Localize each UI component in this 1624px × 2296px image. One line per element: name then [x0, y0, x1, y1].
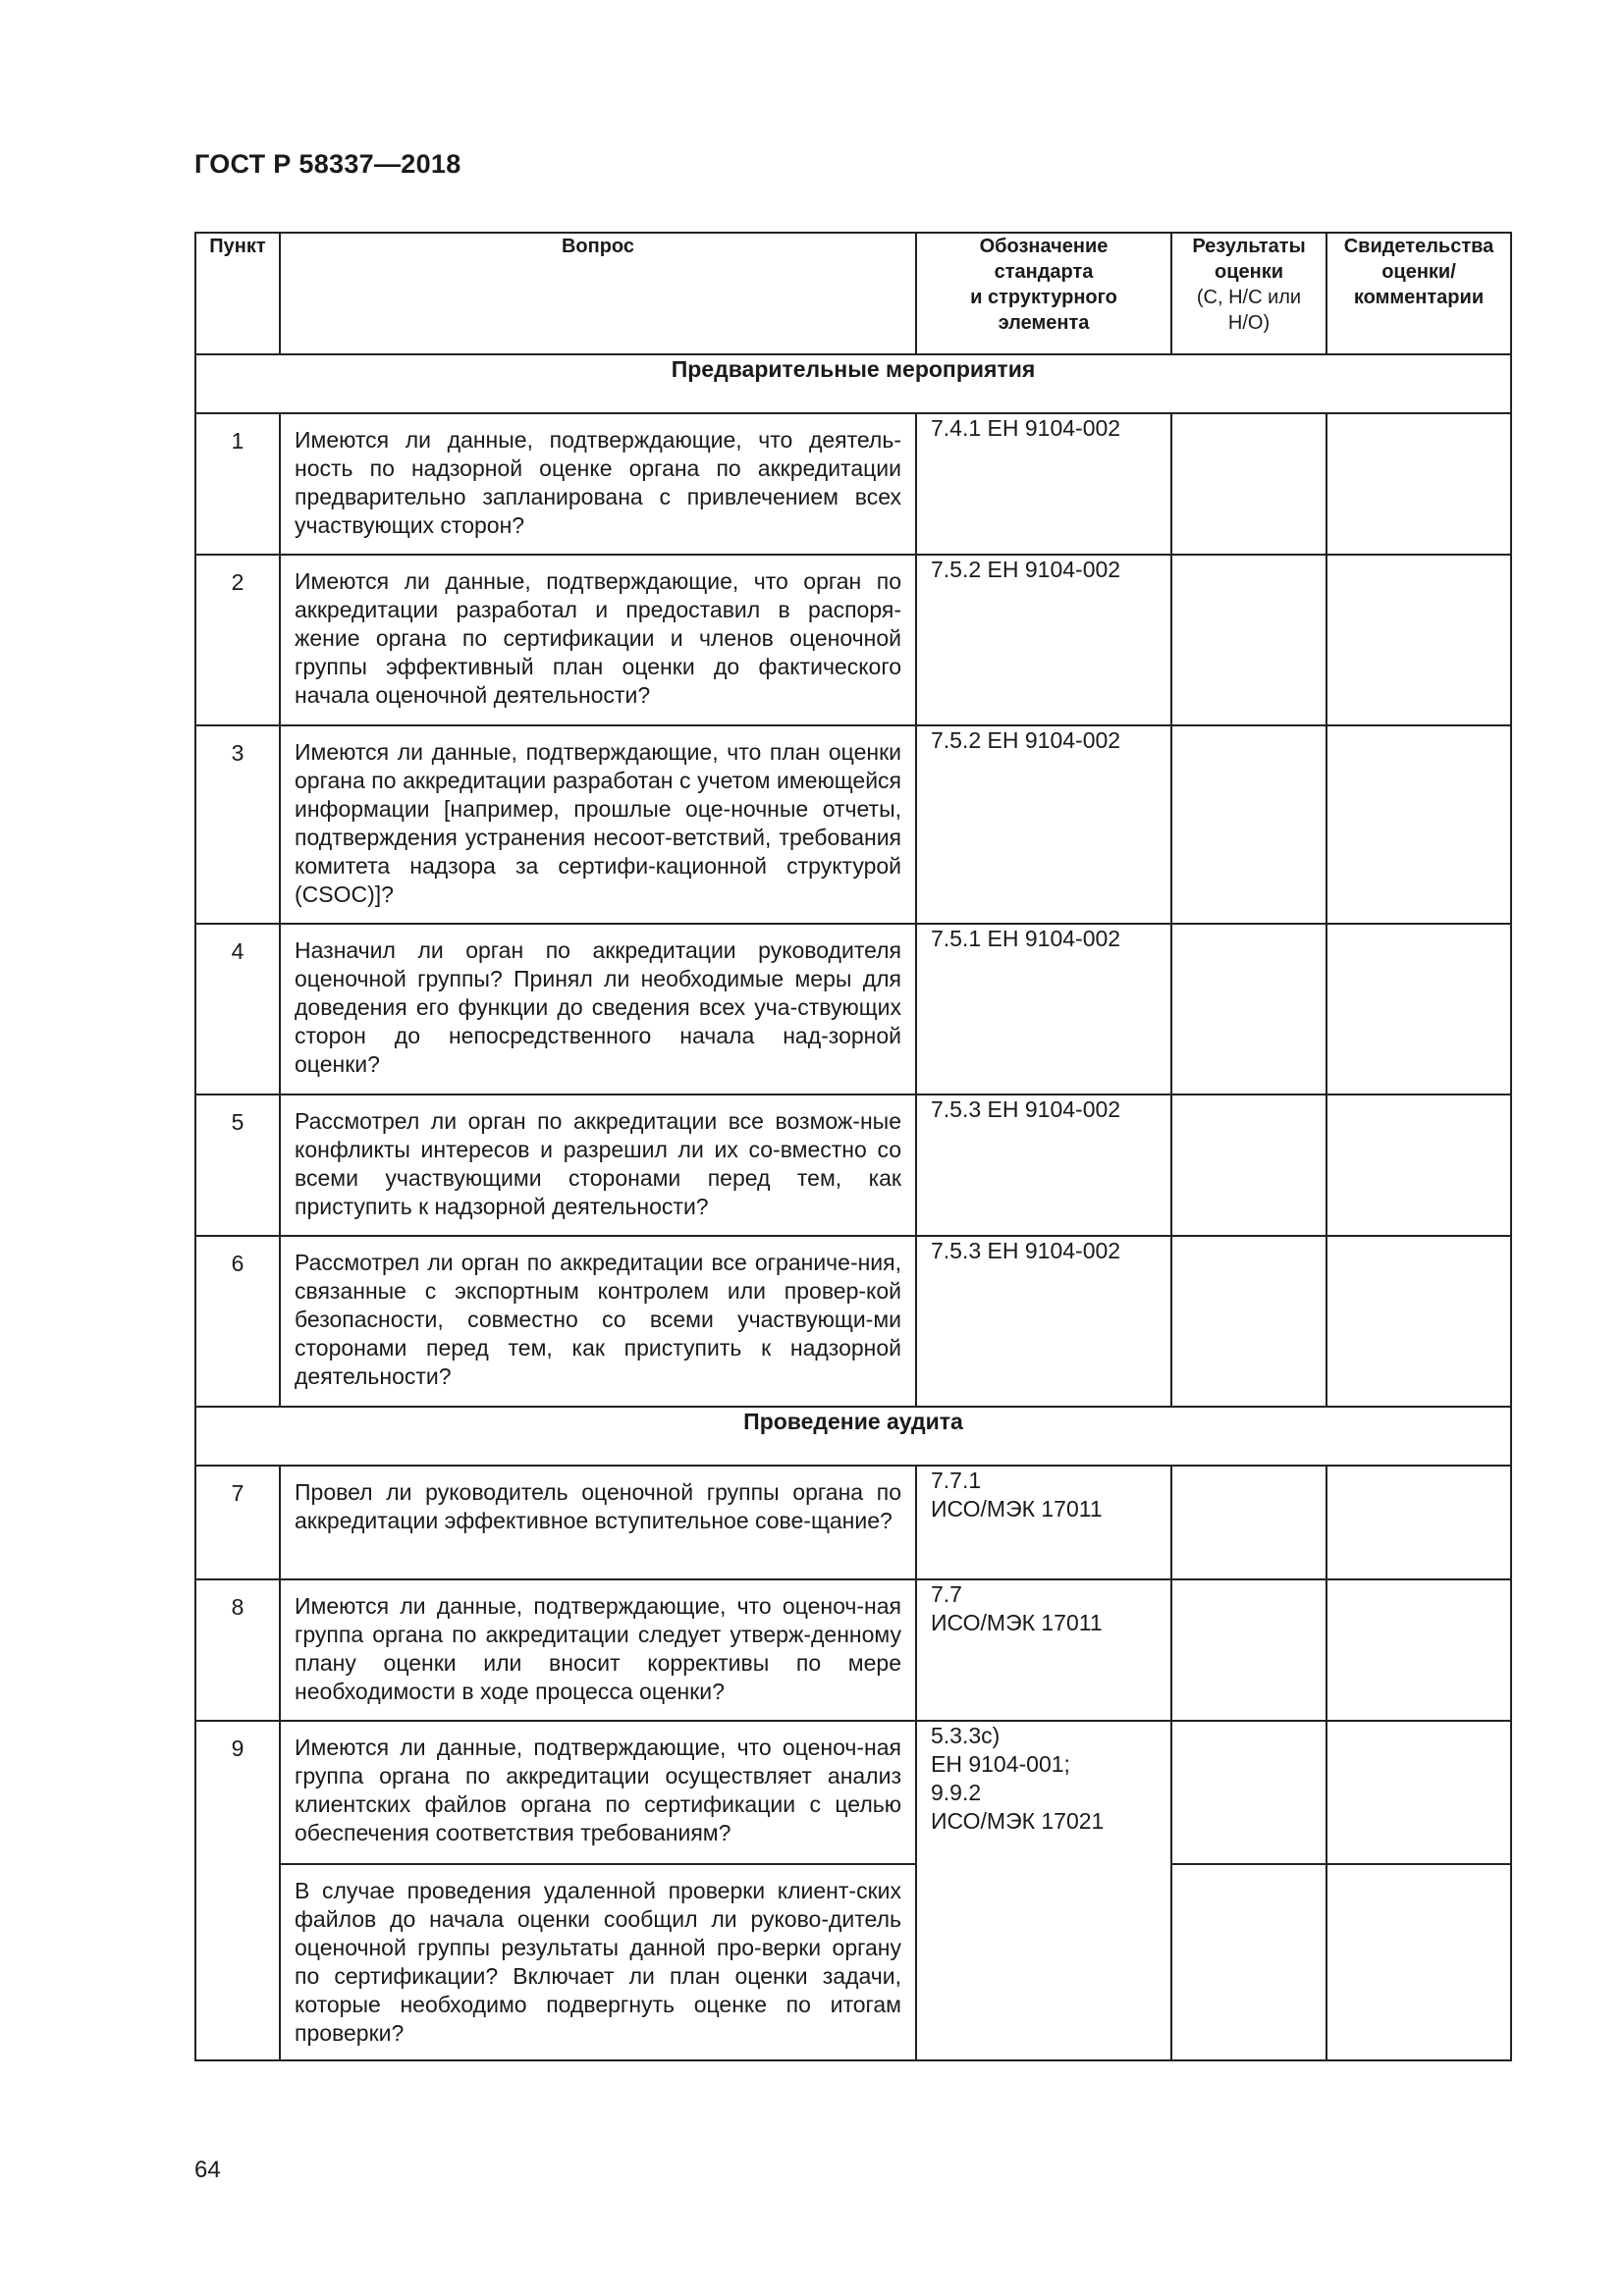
column-header-standard-line: Обозначение: [979, 236, 1109, 257]
results-cell: [1171, 1864, 1326, 2060]
document-header: ГОСТ Р 58337—2018: [194, 149, 461, 179]
standard-line: 5.3.3с): [931, 1723, 1001, 1748]
results-cell: [1171, 413, 1326, 555]
evidence-cell: [1326, 1721, 1511, 1864]
item-number: 1: [195, 413, 280, 555]
evidence-cell: [1326, 413, 1511, 555]
column-header-evidence: [1326, 233, 1511, 354]
evidence-cell: [1326, 1466, 1511, 1579]
table-row: [195, 1864, 1511, 2060]
column-header-results-line: Н/О): [1227, 312, 1271, 334]
section-row: [195, 354, 1511, 413]
standard-cell: 7.5.3 ЕН 9104-002: [916, 1236, 1171, 1407]
column-header-evidence-line: комментарии: [1353, 287, 1485, 308]
question-cell: Назначил ли орган по аккредитации руководителя оценочной группы? Принял ли необходимые меры для доведения его функции до сведения всех уча-ствующих сторон до непосредственного начала над-зорной оценки?: [280, 924, 916, 1095]
standard-line: 7.7.1: [931, 1468, 982, 1493]
standard-line: ЕН 9104-001;: [931, 1751, 1070, 1777]
standard-line: ИСО/МЭК 17021: [931, 1808, 1105, 1834]
standard-line: ИСО/МЭК 17011: [931, 1610, 1103, 1635]
table-row: [195, 1466, 1511, 1579]
standard-cell: 7.5.2 ЕН 9104-002: [916, 725, 1171, 924]
results-cell: [1171, 725, 1326, 924]
question-cell: Имеются ли данные, подтверждающие, что оценоч-ная группа органа по аккредитации следует утверж-денному плану оценки или вносит коррективы по мере необходимости в ходе процесса оценки?: [280, 1579, 916, 1721]
table-row: [195, 413, 1511, 555]
evidence-cell: [1326, 1095, 1511, 1236]
item-number: 5: [195, 1095, 280, 1236]
standard-cell: [916, 1466, 1171, 1579]
results-cell: [1171, 924, 1326, 1095]
table-header-row: [195, 233, 1511, 354]
results-cell: [1171, 1466, 1326, 1579]
evidence-cell: [1326, 555, 1511, 725]
results-cell: [1171, 1579, 1326, 1721]
table-row: [195, 924, 1511, 1095]
table-row: [195, 725, 1511, 924]
item-number: 6: [195, 1236, 280, 1407]
column-header-standard-line: элемента: [998, 312, 1090, 334]
item-number: 9: [195, 1721, 280, 2060]
standard-cell: [916, 1721, 1171, 2060]
standard-line: 9.9.2: [931, 1780, 982, 1805]
column-header-results: [1171, 233, 1326, 354]
results-cell: [1171, 1095, 1326, 1236]
standard-cell: 7.5.1 ЕН 9104-002: [916, 924, 1171, 1095]
standard-line: ИСО/МЭК 17011: [931, 1496, 1103, 1522]
item-number: 4: [195, 924, 280, 1095]
column-header-question: Вопрос: [280, 233, 916, 354]
item-number: 8: [195, 1579, 280, 1721]
item-number: 3: [195, 725, 280, 924]
checklist-table: [194, 232, 1512, 2061]
page-number: 64: [194, 2157, 221, 2183]
evidence-cell: [1326, 1579, 1511, 1721]
column-header-standard: [916, 233, 1171, 354]
column-header-evidence-line: оценки/: [1381, 261, 1456, 283]
table-row: [195, 555, 1511, 725]
standard-cell: [916, 1579, 1171, 1721]
column-header-results-line: Результаты: [1192, 236, 1306, 257]
item-number: 2: [195, 555, 280, 725]
standard-cell: 7.4.1 ЕН 9104-002: [916, 413, 1171, 555]
question-cell: Имеются ли данные, подтверждающие, что деятель-ность по надзорной оценке органа по аккредитации предварительно запланирована с привлечением всех участвующих сторон?: [280, 413, 916, 555]
column-header-evidence-line: Свидетельства: [1343, 236, 1494, 257]
question-cell: Рассмотрел ли орган по аккредитации все ограниче-ния, связанные с экспортным контролем или провер-кой безопасности, совместно со всеми участвующи-ми сторонами перед тем, как приступить к надзорной деятельности?: [280, 1236, 916, 1407]
column-header-standard-line: и структурного: [970, 287, 1117, 308]
column-header-results-line: оценки: [1214, 261, 1284, 283]
section-title-audit: Проведение аудита: [195, 1407, 1511, 1466]
question-cell: Провел ли руководитель оценочной группы органа по аккредитации эффективное вступительное сове-щание?: [280, 1466, 916, 1579]
column-header-standard-line: стандарта: [994, 261, 1094, 283]
evidence-cell: [1326, 725, 1511, 924]
evidence-cell: [1326, 924, 1511, 1095]
standard-line: 7.7: [931, 1581, 962, 1607]
table-row: [195, 1095, 1511, 1236]
item-number: 7: [195, 1466, 280, 1579]
column-header-results-line: (С, Н/С или: [1196, 287, 1302, 308]
table-row: [195, 1721, 1511, 1864]
table-row: [195, 1579, 1511, 1721]
section-title-preliminary: Предварительные мероприятия: [195, 354, 1511, 413]
evidence-cell: [1326, 1864, 1511, 2060]
standard-cell: 7.5.3 ЕН 9104-002: [916, 1095, 1171, 1236]
question-cell: Имеются ли данные, подтверждающие, что орган по аккредитации разработал и предоставил в распоря-жение органа по сертификации и членов оценочной группы эффективный план оценки до фактического начала оценочной деятельности?: [280, 555, 916, 725]
evidence-cell: [1326, 1236, 1511, 1407]
results-cell: [1171, 555, 1326, 725]
results-cell: [1171, 1236, 1326, 1407]
standard-cell: 7.5.2 ЕН 9104-002: [916, 555, 1171, 725]
question-cell: В случае проведения удаленной проверки клиент-ских файлов до начала оценки сообщил ли руково-дитель оценочной группы результаты данной про-верки органу по сертификации? Включает ли план оценки задачи, которые необходимо подвергнуть оценке по итогам проверки?: [280, 1864, 916, 2060]
column-header-item: Пункт: [195, 233, 280, 354]
question-cell: Рассмотрел ли орган по аккредитации все возмож-ные конфликты интересов и разрешил ли их со-вместно со всеми участвующими сторонами перед тем, как приступить к надзорной деятельности?: [280, 1095, 916, 1236]
table-row: [195, 1236, 1511, 1407]
question-cell: Имеются ли данные, подтверждающие, что план оценки органа по аккредитации разработан с учетом имеющейся информации [например, прошлые оце-ночные отчеты, подтверждения устранения несоот-ветствий, требования комитета надзора за сертифи-кационной структурой (CSOC)]?: [280, 725, 916, 924]
results-cell: [1171, 1721, 1326, 1864]
section-row: [195, 1407, 1511, 1466]
question-cell: Имеются ли данные, подтверждающие, что оценоч-ная группа органа по аккредитации осуществляет анализ клиентских файлов органа по сертификации с целью обеспечения соответствия требованиям?: [280, 1721, 916, 1864]
